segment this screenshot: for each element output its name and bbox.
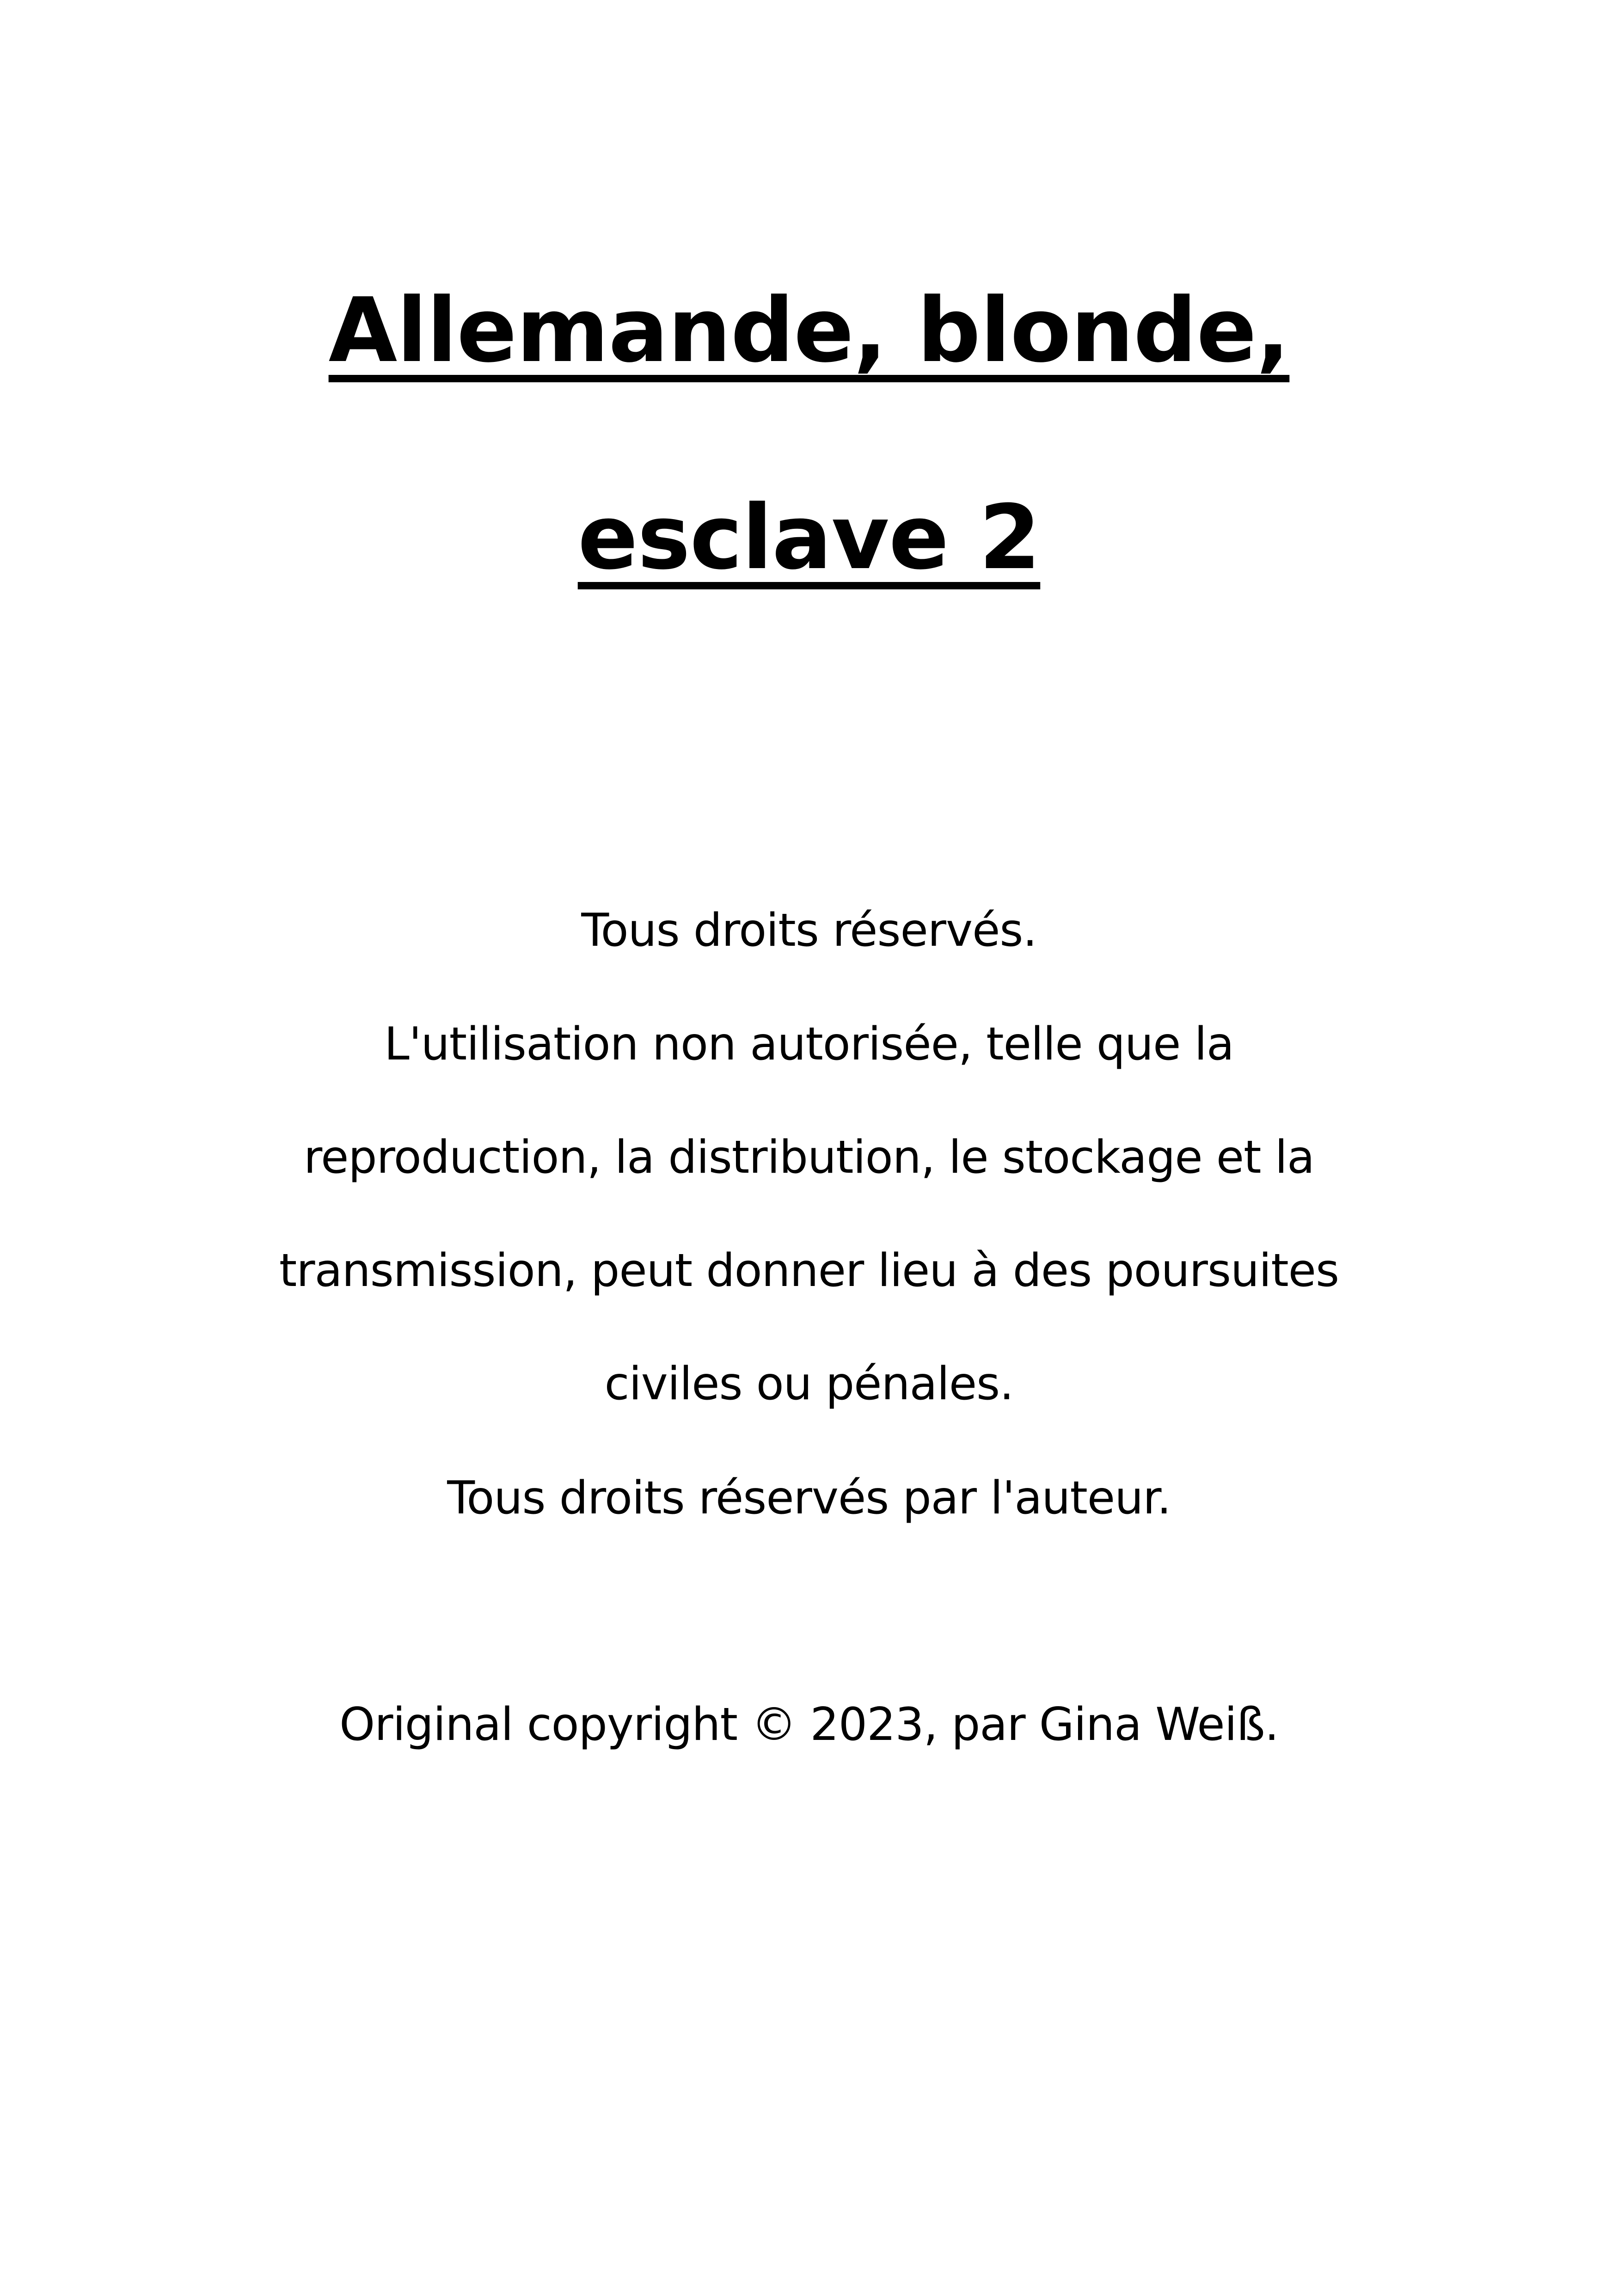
rights-notice-line-2: L'utilisation non autorisée, telle que la	[384, 1018, 1234, 1071]
rights-notice-line-5: civiles ou pénales.	[604, 1358, 1014, 1410]
rights-notice-line-4: transmission, peut donner lieu à des poursuites	[279, 1244, 1339, 1297]
title-line-1: Allemande, blonde,	[328, 279, 1290, 382]
rights-notice-line-1: Tous droits réservés.	[581, 904, 1037, 957]
rights-notice-line-6: Tous droits réservés par l'auteur.	[447, 1472, 1171, 1525]
title-line-2: esclave 2	[577, 486, 1041, 589]
copyright-line: Original copyright © 2023, par Gina Weiß.	[339, 1698, 1279, 1751]
rights-notice-line-3: reproduction, la distribution, le stockage et la	[303, 1131, 1315, 1184]
